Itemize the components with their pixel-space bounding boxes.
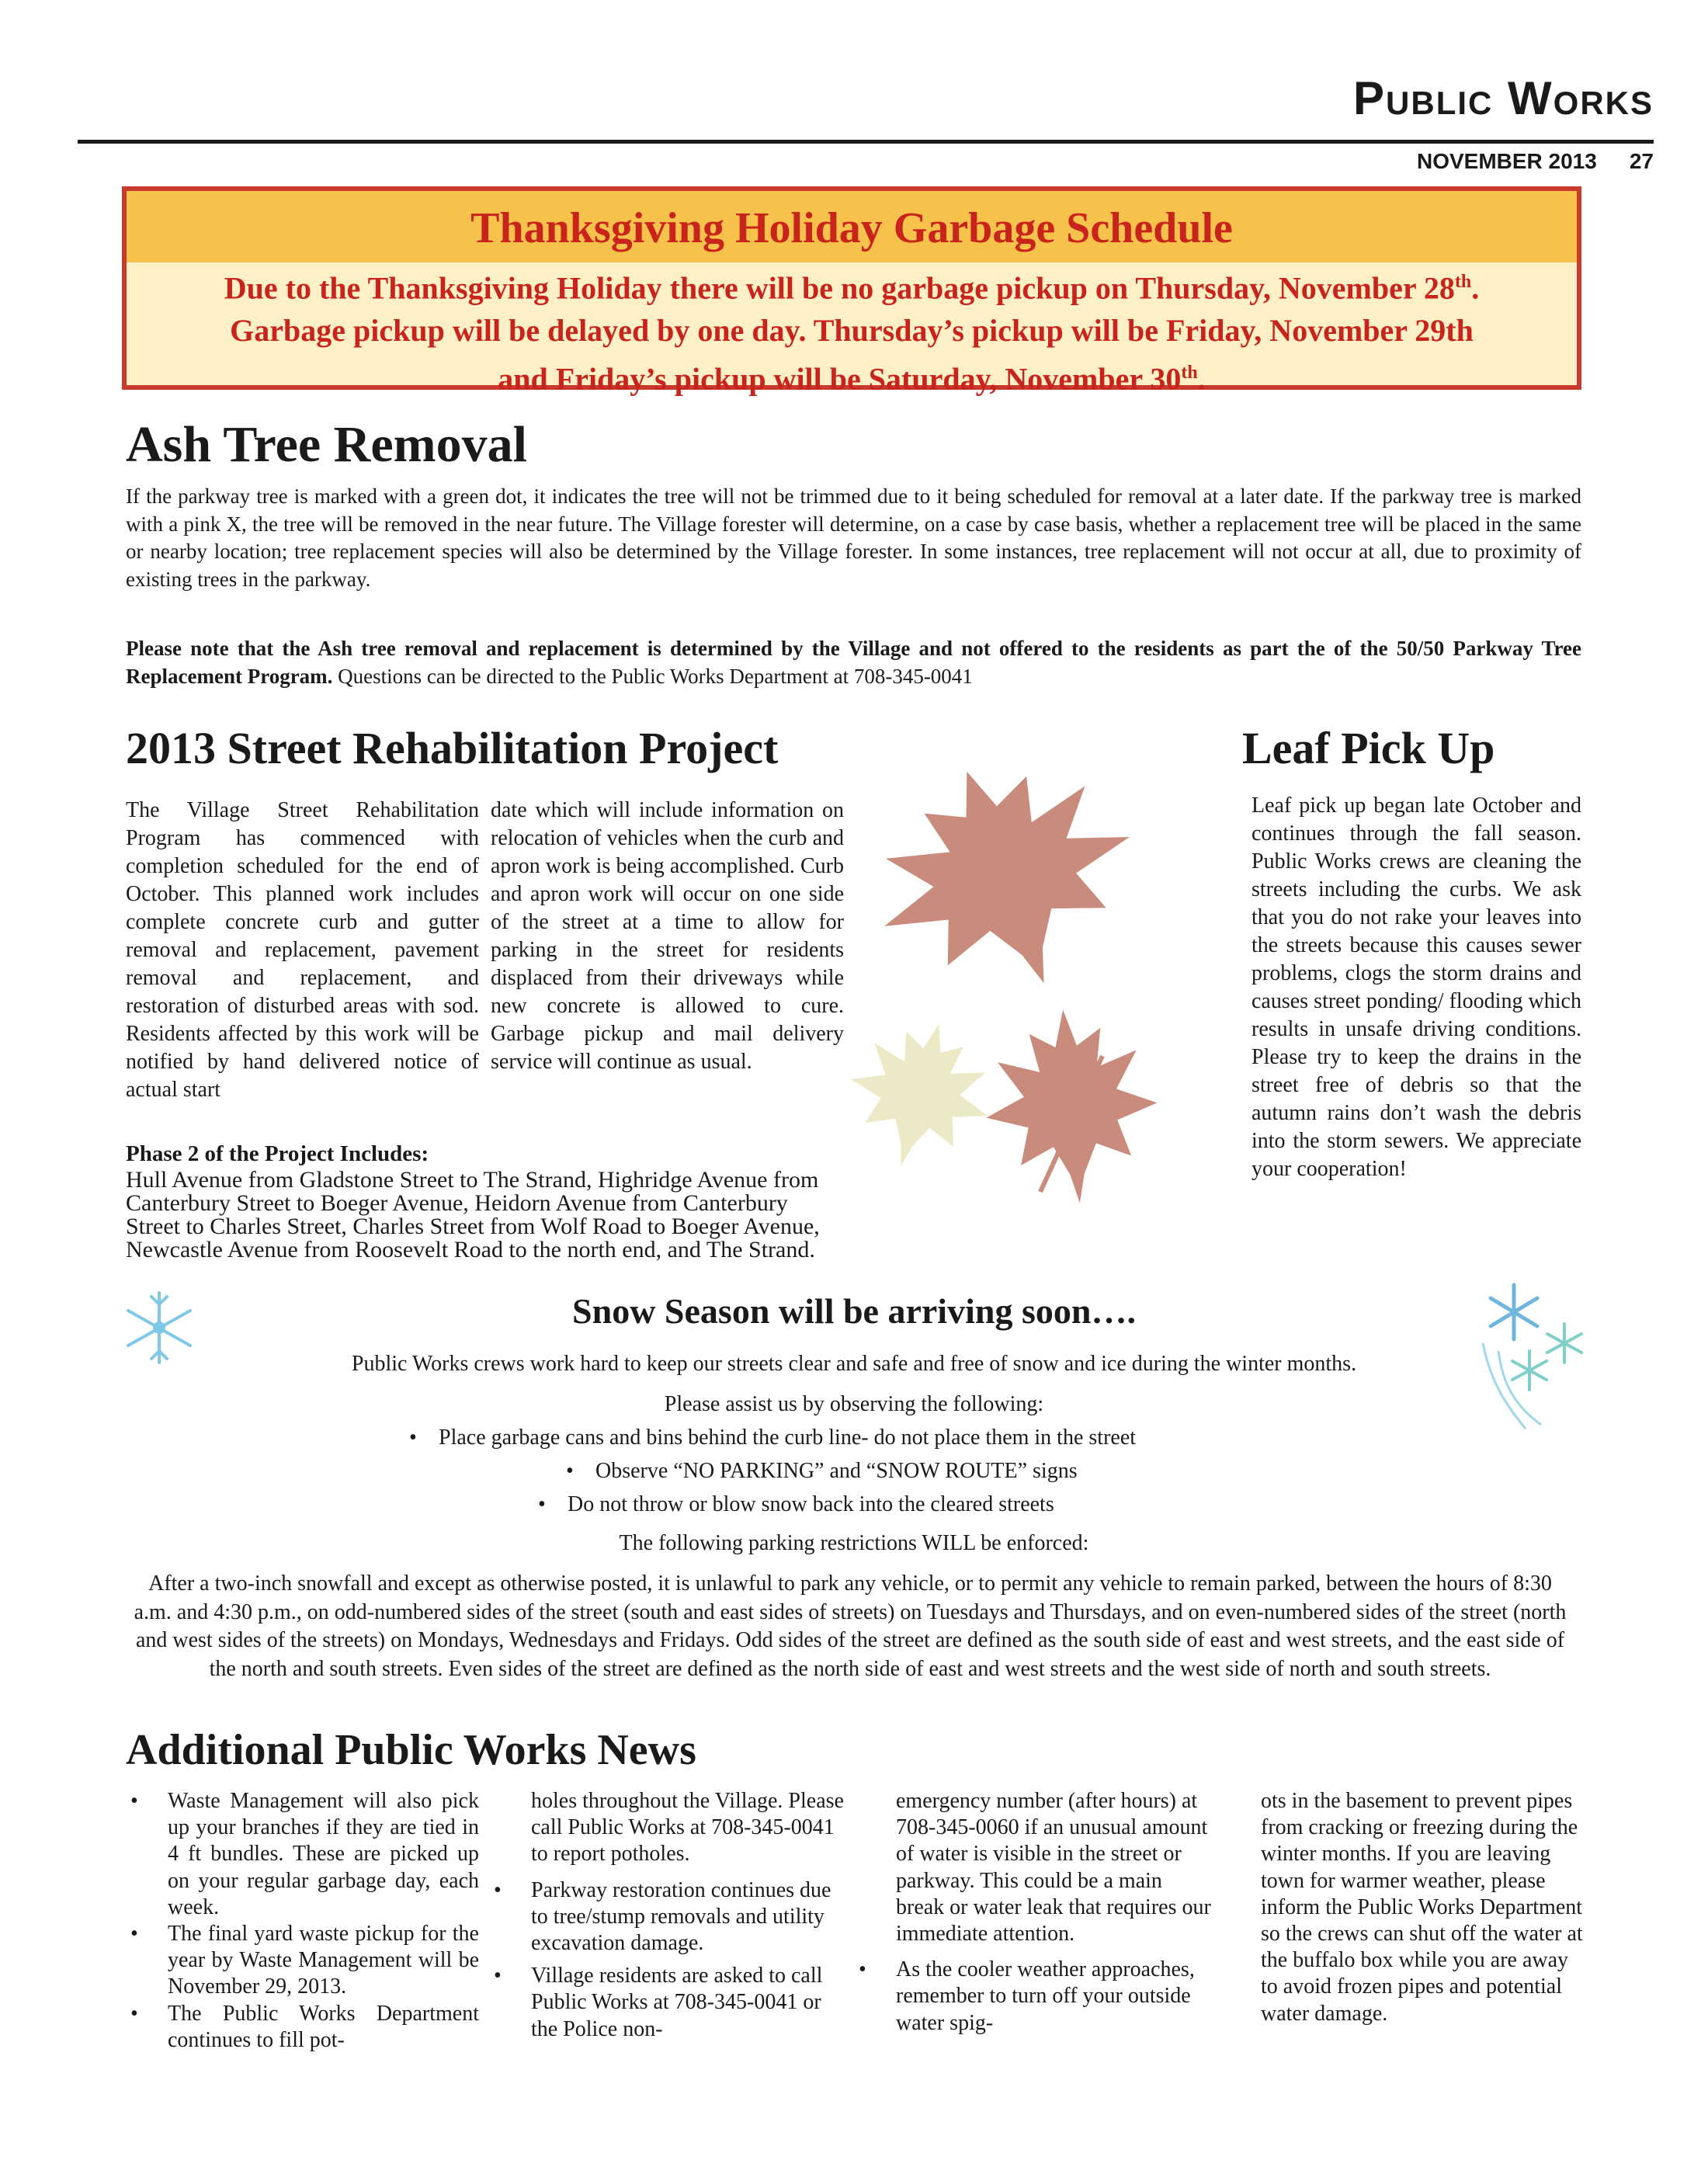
news-continued-text: ots in the basement to prevent pipes from cracking or freezing during the winter months. If you are leaving town for warmer weather, please inform the Public Works Department so the crews can shut off the water at the buffalo box while you are away to avoid frozen pipes and potential water damage. xyxy=(1261,1789,1583,2026)
news-continued-text: emergency number (after hours) at 708-345-0060 if an unusual amount of water is visible in the street or parkway. This could be a main break or water leak that requires our immediate attention. xyxy=(896,1789,1211,1947)
autumn-leaves-illustration xyxy=(846,769,1234,1203)
holiday-line-3-end: . xyxy=(1197,361,1206,397)
snow-enforce-line: The following parking restrictions WILL be enforced: xyxy=(619,1531,1089,1555)
news-bullet-item: • Village residents are asked to call Public Works at 708-345-0041 or the Police non- xyxy=(489,1963,846,2043)
news-bullet-item: • Parkway restoration continues due to tree/stump removals and utility excavation damage. xyxy=(489,1877,846,1957)
news-bullet-item: • As the cooler weather approaches, remember to turn off your outside water spig- xyxy=(854,1957,1211,2037)
issue-date: NOVEMBER 2013 xyxy=(1416,149,1597,173)
news-column-3 xyxy=(854,1788,1211,2037)
section-title: Public Works xyxy=(1353,72,1654,124)
news-bullet-item: • The Public Works Department continues to fill pot- xyxy=(126,2001,479,2054)
news-bullet-item: • Waste Management will also pick up your branches if they are tied in 4 ft bundles. These are picked up on your regular garbage day, each week. xyxy=(126,1788,479,1921)
holiday-line-3-sup: th xyxy=(1181,363,1198,384)
snow-assist-line: Please assist us by observing the following: xyxy=(664,1392,1044,1416)
news-column-4 xyxy=(1219,1788,1584,2027)
snow-bullet-text: Observe “NO PARKING” and “SNOW ROUTE” signs xyxy=(595,1459,1078,1483)
holiday-body xyxy=(150,261,1554,401)
ash-tree-note-contact: Questions can be directed to the Public Works Department at 708-345-0041 xyxy=(332,664,973,688)
leaf-pale-icon xyxy=(846,1005,1008,1185)
street-project-heading: 2013 Street Rehabilitation Project xyxy=(126,723,779,773)
holiday-line-1-sup: th xyxy=(1454,272,1472,292)
snow-season-heading: Snow Season will be arriving soon…. xyxy=(572,1291,1136,1331)
leaf-small-icon xyxy=(977,1002,1165,1203)
street-project-column-1: The Village Street Rehabilitation Program has commenced with completion scheduled for the end of October. This planned work includes complete concrete curb and gutter removal and replacement, pavement removal and replacement, and restoration of disturbed areas with sod. Residents affected by this work will be notified by hand delivered notice of actual start xyxy=(126,798,479,1102)
holiday-line-3: and Friday’s pickup will be Saturday, November 30 xyxy=(498,361,1182,397)
snow-bullet-item: • Place garbage cans and bins behind the curb line- do not place them in the street xyxy=(409,1426,1137,1450)
snow-intro: Public Works crews work hard to keep our streets clear and safe and free of snow and ice during the winter months. xyxy=(351,1352,1357,1376)
ash-tree-note xyxy=(126,635,1581,690)
ash-tree-paragraph: If the parkway tree is marked with a green dot, it indicates the tree will not be trimmed due to it being scheduled for removal at a later date. If the parkway tree is marked with a pink X, the tree will be removed in the near future. The Village forester will determine, on a case by case basis, whether a replacement tree will be placed in the same or nearby location; tree replacement species will also be determined by the Village forester. In some instances, tree replacement will not occur at all, due to proximity of existing trees in the parkway. xyxy=(126,484,1581,591)
snow-parking-rules: After a two-inch snowfall and except as otherwise posted, it is unlawful to park any vehicle, or to permit any vehicle to remain parked, between the hours of 8:30 a.m. and 4:30 p.m., on odd-numbered sides of the street (south and east sides of streets) on Tuesdays and Thursdays, and on even-numbered sides of the street (north and west sides of the streets) on Mondays, Wednesdays and Fridays. Odd sides of the street are defined as the south side of east and west streets, and the east side of the north and south streets. Even sides of the street are defined as the north side of east and west streets and the west side of north and south streets. xyxy=(134,1571,1567,1681)
page-number: 27 xyxy=(1629,149,1654,173)
additional-news-heading: Additional Public Works News xyxy=(126,1726,696,1774)
news-column-1 xyxy=(126,1788,479,2054)
street-project-column-2: date which will include information on relocation of vehicles when the curb and apron work is being accomplished. Curb and apron work will occur on one side of the street at a time to allow for parking in the street for residents displaced from their driveways while new concrete is allowed to cure. Garbage pickup and mail delivery service will continue as usual. xyxy=(491,798,844,1074)
snow-bullet-text: Place garbage cans and bins behind the curb line- do not place them in the street xyxy=(439,1426,1137,1450)
header-rule xyxy=(78,140,1654,144)
holiday-line-2: Garbage pickup will be delayed by one day. Thursday’s pickup will be Friday, November 29th xyxy=(230,313,1474,349)
news-continued-text: holes throughout the Village. Please call Public Works at 708-345-0041 to report potholes. xyxy=(531,1789,844,1867)
holiday-line-1-end: . xyxy=(1471,270,1480,306)
phase-2-heading: Phase 2 of the Project Includes: xyxy=(126,1141,429,1166)
leaf-large-icon xyxy=(846,769,1166,1028)
ash-tree-note-bold: Please note that the Ash tree removal and replacement is determined by the Village and not offered to the residents as part the of the 50/50 Parkway Tree Replacement Program. xyxy=(126,637,1581,688)
snow-bullet-text: Do not throw or blow snow back into the cleared streets xyxy=(568,1492,1054,1516)
holiday-notice-box xyxy=(122,186,1581,397)
leaf-pickup-body: Leaf pick up began late October and continues through the fall season. Public Works crews are cleaning the streets including the curbs. We ask that you do not rake your leaves into the streets because this causes sewer problems, clogs the storm drains and causes street ponding/ flooding which results in unsafe driving conditions. Please try to keep the drains in the street free of debris so that the autumn rains don’t wash the debris into the storm sewers. We appreciate your cooperation! xyxy=(1251,794,1581,1181)
snow-bullet-item: • Do not throw or blow snow back into the cleared streets xyxy=(538,1492,1054,1516)
news-column-2 xyxy=(489,1788,846,2043)
news-bullet-item: • The final yard waste pickup for the year by Waste Management will be November 29, 2013. xyxy=(126,1921,479,2001)
leaf-pickup-heading: Leaf Pick Up xyxy=(1242,723,1495,773)
issue-line xyxy=(1417,149,1654,174)
ash-tree-heading: Ash Tree Removal xyxy=(126,416,527,473)
holiday-line-1: Due to the Thanksgiving Holiday there will be no garbage pickup on Thursday, November 28 xyxy=(224,270,1455,306)
phase-2-streets: Hull Avenue from Gladstone Street to The Strand, Highridge Avenue from Canterbury Street to Boeger Avenue, Heidorn Avenue from Canterbury Street to Charles Street, Charles Street from Wolf Road to Boeger Avenue, Newcastle Avenue from Roosevelt Road to the north end, and The Strand. xyxy=(126,1167,820,1262)
snow-bullet-item: • Observe “NO PARKING” and “SNOW ROUTE” signs xyxy=(566,1459,1078,1483)
holiday-title: Thanksgiving Holiday Garbage Schedule xyxy=(470,204,1233,252)
